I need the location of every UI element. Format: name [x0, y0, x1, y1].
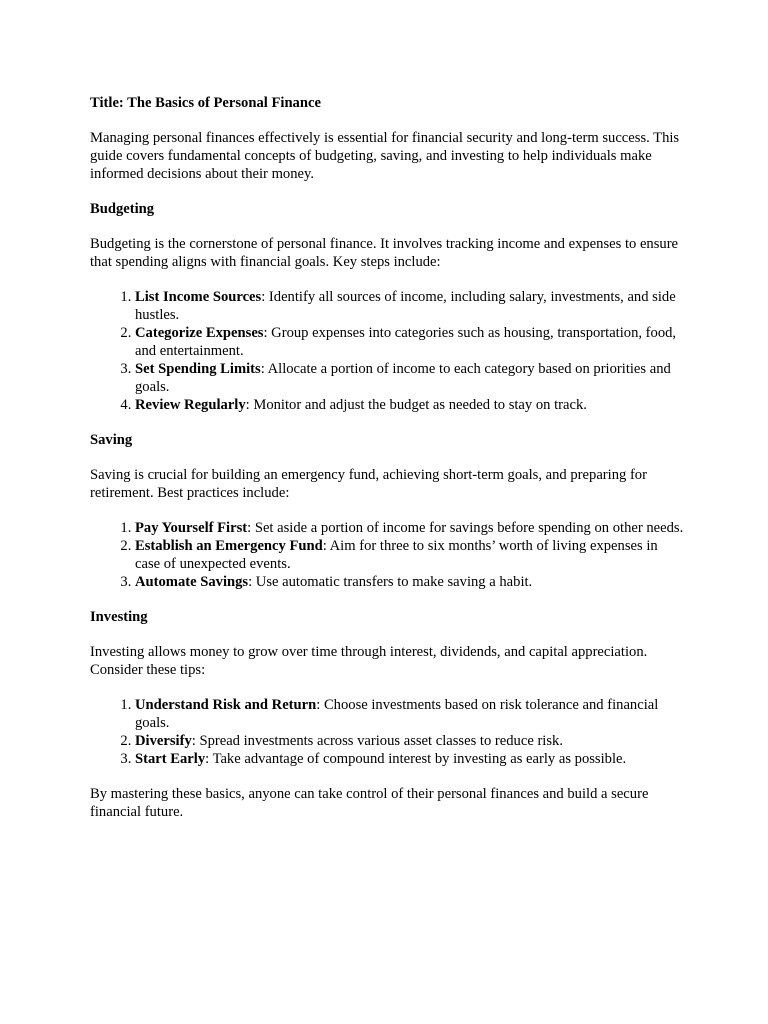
list-item: [135, 696, 686, 732]
list-item: [135, 519, 686, 537]
list-item: [135, 537, 686, 573]
investing-heading: Investing: [90, 609, 148, 625]
list-item-term: Start Early: [135, 751, 206, 767]
list-item-text: : Monitor and adjust the budget as needed to stay on track.: [245, 397, 587, 413]
list-item-term: Establish an Emergency Fund: [135, 538, 323, 554]
list-item: [135, 288, 686, 324]
budgeting-list: [90, 288, 686, 414]
document-page: [90, 94, 686, 838]
list-item-term: List Income Sources: [135, 289, 262, 305]
investing-list: [90, 696, 686, 768]
list-item-term: Understand Risk and Return: [135, 697, 317, 713]
list-item-text: : Choose investments based on risk tolerance and financial goals.: [135, 697, 659, 731]
list-item-term: Set Spending Limits: [135, 361, 261, 377]
list-item-term: Pay Yourself First: [135, 520, 248, 536]
saving-paragraph: Saving is crucial for building an emergency fund, achieving short-term goals, and preparing for retirement. Best practices include:: [90, 467, 647, 501]
saving-heading: Saving: [90, 432, 133, 448]
list-item: [135, 396, 686, 414]
list-item: [135, 360, 686, 396]
list-item-term: Automate Savings: [135, 574, 249, 590]
investing-paragraph: Investing allows money to grow over time through interest, dividends, and capital appreciation. Consider these tips:: [90, 644, 648, 678]
budgeting-heading: Budgeting: [90, 201, 155, 217]
list-item-text: : Group expenses into categories such as housing, transportation, food, and entertainment.: [135, 325, 677, 359]
list-item: [135, 573, 686, 591]
budgeting-paragraph: Budgeting is the cornerstone of personal finance. It involves tracking income and expenses to ensure that spending aligns with financial goals. Key steps include:: [90, 236, 679, 270]
list-item: [135, 732, 686, 750]
list-item-text: : Allocate a portion of income to each category based on priorities and goals.: [135, 361, 671, 395]
conclusion-paragraph: By mastering these basics, anyone can take control of their personal finances and build a secure financial future.: [90, 786, 649, 820]
document-title: Title: The Basics of Personal Finance: [90, 95, 321, 111]
list-item-text: : Use automatic transfers to make saving a habit.: [248, 574, 533, 590]
list-item-text: : Set aside a portion of income for savings before spending on other needs.: [247, 520, 684, 536]
list-item-text: : Aim for three to six months’ worth of living expenses in case of unexpected events.: [135, 538, 658, 572]
saving-list: [90, 519, 686, 591]
list-item: [135, 324, 686, 360]
intro-paragraph: Managing personal finances effectively is essential for financial security and long-term success. This guide covers fundamental concepts of budgeting, saving, and investing to help individuals make informed decisions about their money.: [90, 130, 680, 182]
list-item-text: : Take advantage of compound interest by investing as early as possible.: [205, 751, 627, 767]
list-item-term: Categorize Expenses: [135, 325, 264, 341]
list-item-term: Review Regularly: [135, 397, 246, 413]
list-item: [135, 750, 686, 768]
list-item-text: : Identify all sources of income, including salary, investments, and side hustles.: [135, 289, 676, 323]
list-item-term: Diversify: [135, 733, 192, 749]
list-item-text: : Spread investments across various asset classes to reduce risk.: [191, 733, 563, 749]
